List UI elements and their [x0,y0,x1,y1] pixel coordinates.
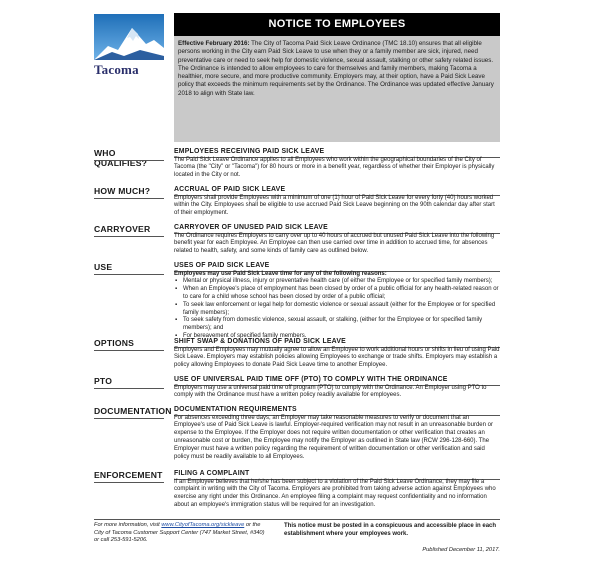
footer-info-pre: For more information, visit [94,522,162,528]
section-title: CARRYOVER OF UNUSED PAID SICK LEAVE [174,224,328,231]
section-text: The Ordinance requires Employers to carry over up to 40 hours of accrued but unused Paid Sick Leave into the following benefit year for each Employee. An Employee can then use carried over time in addition to accrued time, for absences related to health, safety, and some kinds of family care as outlined below. [174,232,495,255]
section-text: The Paid Sick Leave Ordinance applies to all Employees who work within the geographical boundaries of the City of Tacoma (the "City" or "Tacoma") for 80 hours or more in a benefit year, regardless of whether their Employer is physically located in the City or not. [174,156,495,179]
list-item: ▪ Mental or physical illness, injury or preventative health care (of either the Employee or for specified family members); [183,278,500,286]
section-text: Employers shall provide Employees with a minimum of one (1) hour of Paid Sick Leave for every forty (40) hours worked within the City. Employees shall be eligible to use accrued Paid Sick Leave beginning on the 90th calendar day after start of their employment. [174,194,495,217]
section-label: HOW MUCH? [94,186,151,196]
section-body [174,262,500,341]
divider [94,350,164,351]
intro-box [174,36,500,142]
section-title: EMPLOYEES RECEIVING PAID SICK LEAVE [174,148,325,155]
divider [94,198,164,199]
notice-title: NOTICE TO EMPLOYEES [174,13,500,36]
intro-text: The City of Tacoma Paid Sick Leave Ordinance (TMC 18.10) ensures that all eligible persons working in the City earn Paid Sick Leave to use when they or a family member are sick, injured, need preventative care or need to seek help for domestic violence, sexual assault, stalking or other safety related issues. The Ordinance is intended to allow employees to care for themselves and family members, making Tacoma a healthier, more secure, and more productive community. Employers may, at their option, have a Paid Sick Leave policy that exceeds the minimum requirements set by the Ordinance. The Ordinance was updated effective January 2018 to align with State law. [178,40,494,97]
section-body [174,470,500,510]
divider [94,418,164,419]
section-title: USE OF UNIVERSAL PAID TIME OFF (PTO) TO COMPLY WITH THE ORDINANCE [174,376,448,383]
use-reasons-list [174,278,500,340]
tacoma-logo-word: Tacoma [94,62,139,77]
list-item: ▪ For bereavement of specified family members. [183,333,500,341]
section-title: SHIFT SWAP & DONATIONS OF PAID SICK LEAVE [174,338,346,345]
section-title: FILING A COMPLAINT [174,470,250,477]
section-label: CARRYOVER [94,224,151,234]
divider [94,236,164,237]
section-label: USE [94,262,113,272]
section-text: Employees may use Paid Sick Leave time for any of the following reasons: [174,270,387,277]
list-item: ▪ To seek law enforcement or legal help for domestic violence or sexual assault (either for the Employee or for specified family members); [183,302,500,318]
section-label: DOCUMENTATION [94,406,172,416]
footer-info [94,522,270,545]
list-item: ▪ When an Employee's place of employment has been closed by order of a public official for any health-related reason or to care for a child whose school has been closed by order of a public official; [183,286,500,302]
intro-lead: Effective February 2016: [178,40,250,47]
section-title: ACCRUAL OF PAID SICK LEAVE [174,186,286,193]
sick-leave-link[interactable]: www.CityofTacoma.org/sickleave [161,522,245,528]
section-text: For absences exceeding three days, an Employer may take reasonable measures to verify or document that an Employee's use of Paid Sick Leave is lawful. Employer-required verification may not result in an unreasonable burden or expense to the Employee. If the Employer does not require written documentation or other verification that creates an unreasonable cost or burden, the Employee may notify the Employer as outlined in State law (RCW 296-128-660). The Employer must have a written policy regarding the requirement of written documentation or other verification and said policy must be readily available to all Employees. [174,414,493,460]
section-body [174,338,500,370]
published-date: Published December 11, 2017. [422,547,500,553]
section-text: Employers may use a universal paid time off program (PTO) to comply with the Ordinance. An Employer using PTO to comply with the Ordinance must have a written policy readily available for employees. [174,384,487,399]
divider [94,482,164,483]
section-title: USES OF PAID SICK LEAVE [174,262,270,269]
section-body [174,376,500,400]
footer-info-post: or the City of Tacoma Customer Support Center (747 Market Street, #340) or call 253-591-5206. [94,522,265,544]
section-label: WHO QUALIFIES? [94,148,148,168]
section-label: ENFORCEMENT [94,470,163,480]
list-item: ▪ To seek safety from domestic violence, sexual assault, or stalking, (either for the Employee or for specified family members); and [183,317,500,333]
section-text: If an Employee believes that he/she has been subject to a violation of the Paid Sick Leave Ordinance, they may file a complaint in writing with the City of Tacoma. Employers are prohibited from taking adverse action against Employees who exercise any right under this Ordinance. An employee filing a complaint may request confidentiality and no information about an employee's immigration status will be required for an investigation. [174,478,496,508]
section-body [174,186,500,218]
section-body [174,148,500,180]
footer-divider [94,519,500,520]
divider [94,388,164,389]
section-label: PTO [94,376,113,386]
divider [94,160,164,161]
section-body [174,406,500,461]
section-title: DOCUMENTATION REQUIREMENTS [174,406,297,413]
posting-requirement: This notice must be posted in a conspicuous and accessible place in each establishment where your employees work. [284,523,497,537]
section-text: Employers and Employees may mutually agree to allow an Employee to work additional hours or shifts in lieu of using Paid Sick Leave. Employers may establish policies allowing Employees to exchange or trade shifts. Employers may establish a policy allowing Employees to donate Paid Sick Leave time to another Employee. [174,346,500,369]
section-body [174,224,500,256]
divider [94,274,164,275]
section-label: OPTIONS [94,338,135,348]
